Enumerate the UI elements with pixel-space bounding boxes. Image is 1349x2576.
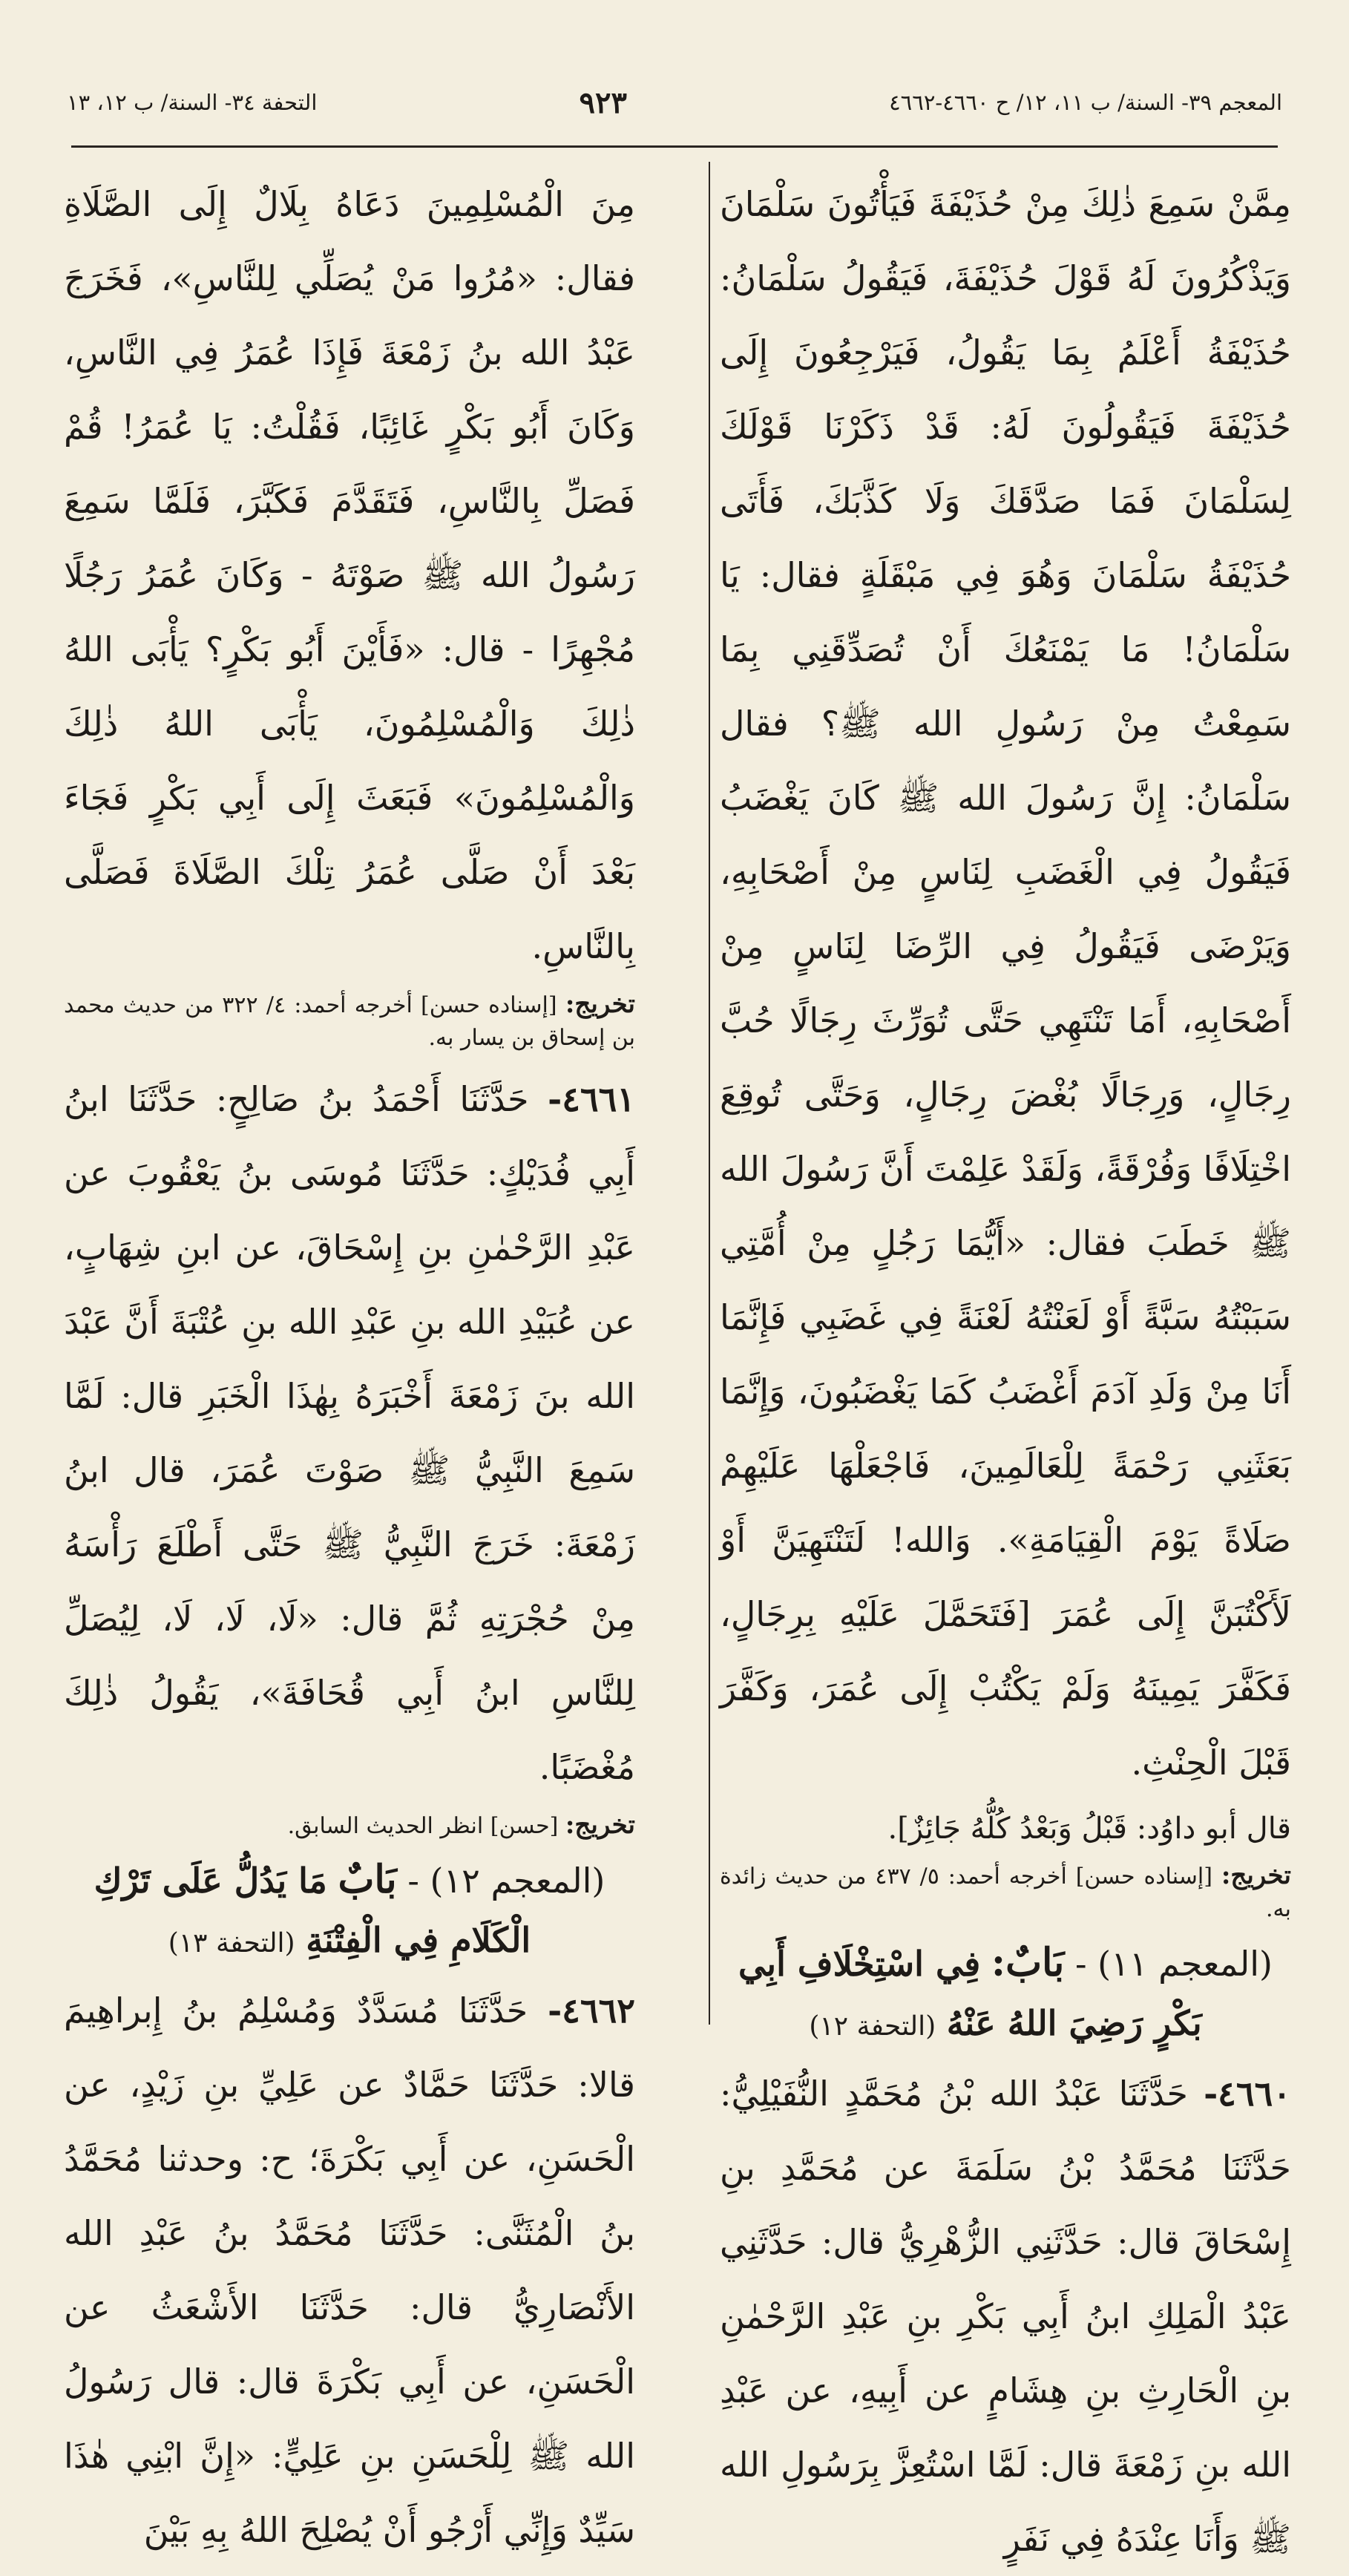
running-header <box>67 80 1282 125</box>
takhrij-label: تخريج: <box>1221 1861 1291 1890</box>
hadith-number: ٤٦٦٢- <box>548 1990 635 2031</box>
takhrij-note <box>64 1809 635 1843</box>
hadith-number: ٤٦٦١- <box>548 1079 636 1119</box>
header-rule <box>71 145 1278 148</box>
chapter-tuhfa: (التحفة ١٢) <box>809 2011 936 2042</box>
column-divider <box>709 162 710 2025</box>
hadith-text: حَدَّثَنَا عَبْدُ الله بْنُ مُحَمَّدٍ النُّفَيْلِيُّ: حَدَّثَنَا مُحَمَّدُ بْنُ سَلَمَةَ عن مُحَمَّدِ بنِ إِسْحَاقَ قال: حَدَّثَنِي الزُّهْرِيُّ قال: حَدَّثَنِي عَبْدُ الْمَلِكِ ابنُ أَبِي بَكْرِ بنِ عَبْدِ الرَّحْمٰنِ بنِ الْحَارِثِ بنِ هِشَامٍ عن أَبِيهِ، عن عَبْدِ الله بنِ زَمْعَةَ قال: لَمَّا اسْتُعِزَّ بِرَسُولِ الله ﷺ وَأَنَا عِنْدَهُ فِي نَفَرٍ <box>720 2074 1291 2559</box>
takhrij-label: تخريج: <box>565 1810 635 1840</box>
takhrij-note <box>720 1859 1291 1926</box>
hadith-text: حَدَّثَنَا أَحْمَدُ بنُ صَالِحٍ: حَدَّثَنَا ابنُ أَبِي فُدَيْكٍ: حَدَّثَنَا مُوسَى بنُ يَعْقُوبَ عن عَبْدِ الرَّحْمٰنِ بنِ إِسْحَاقَ، عن ابنِ شِهَابٍ، عن عُبَيْدِ الله بنِ عَبْدِ الله بنِ عُتْبَةَ أَنَّ عَبْدَ الله بنَ زَمْعَةَ أَخْبَرَهُ بِهٰذَا الْخَبَرِ قال: لَمَّا سَمِعَ النَّبِيُّ ﷺ صَوْتَ عُمَرَ، قال ابنُ زَمْعَةَ: خَرَجَ النَّبِيُّ ﷺ حَتَّى أَطْلَعَ رَأْسَهُ مِنْ حُجْرَتِهِ ثُمَّ قال: «لَا، لَا، لَا، لِيُصَلِّ لِلنَّاسِ ابنُ أَبِي قُحَافَةَ»، يَقُولُ ذٰلِكَ مُغْضَبًا. <box>64 1079 635 1787</box>
header-left-ref: التحفة ٣٤- السنة/ ب ١٢، ١٣ <box>67 90 318 115</box>
chapter-heading-12 <box>64 1850 635 1973</box>
takhrij-text: [إسناده حسن] أخرجه أحمد: ٤/ ٣٢٢ من حديث محمد بن إسحاق بن يسار به. <box>64 992 635 1051</box>
takhrij-text: [إسناده حسن] أخرجه أحمد: ٥/ ٤٣٧ من حديث زائدة به. <box>720 1864 1291 1922</box>
hadith-number: ٤٦٦٠- <box>1204 2074 1291 2114</box>
takhrij-note <box>64 988 635 1055</box>
left-column <box>64 167 636 2550</box>
chapter-index: (المعجم ١١) - <box>1075 1944 1273 1984</box>
header-right-ref: المعجم ٣٩- السنة/ ب ١١، ١٢/ ح ٤٦٦٠-٤٦٦٢ <box>889 90 1282 115</box>
chapter-heading-11 <box>720 1933 1291 2056</box>
takhrij-label: تخريج: <box>565 989 635 1019</box>
abu-dawud-note: قال أبو داوُد: قَبْلُ وَبَعْدُ كُلُّهُ جَائِزٌ]. <box>887 1812 1291 1846</box>
hadith-4662 <box>64 1973 635 2567</box>
chapter-tuhfa: (التحفة ١٣) <box>168 1928 295 1959</box>
takhrij-text: [حسن] انظر الحديث السابق. <box>287 1813 559 1839</box>
continued-hadith-text: مِمَّنْ سَمِعَ ذٰلِكَ مِنْ حُذَيْفَةَ فَيَأْتُونَ سَلْمَانَ وَيَذْكُرُونَ لَهُ قَوْلَ حُذَيْفَةَ، فَيَقُولُ سَلْمَانُ: حُذَيْفَةُ أَعْلَمُ بِمَا يَقُولُ، فَيَرْجِعُونَ إِلَى حُذَيْفَةَ فَيَقُولُونَ لَهُ: قَدْ ذَكَرْنَا قَوْلَكَ لِسَلْمَانَ فَمَا صَدَّقَكَ وَلَا كَذَّبَكَ، فَأَتَى حُذَيْفَةُ سَلْمَانَ وَهُوَ فِي مَبْقَلَةٍ فقال: يَا سَلْمَانُ! مَا يَمْنَعُكَ أَنْ تُصَدِّقَنِي بِمَا سَمِعْتُ مِنْ رَسُولِ الله ﷺ؟ فقال سَلْمَانُ: إِنَّ رَسُولَ الله ﷺ كَانَ يَغْضَبُ فَيَقُولُ فِي الْغَضَبِ لِنَاسٍ مِنْ أَصْحَابِهِ، وَيَرْضَى فَيَقُولُ فِي الرِّضَا لِنَاسٍ مِنْ أَصْحَابِهِ، أَمَا تَنْتَهِي حَتَّى تُوَرِّثَ رِجَالًا حُبَّ رِجَالٍ، وَرِجَالًا بُغْضَ رِجَالٍ، وَحَتَّى تُوقِعَ اخْتِلَافًا وَفُرْقَةً، وَلَقَدْ عَلِمْتَ أَنَّ رَسُولَ الله ﷺ خَطَبَ فقال: «أَيُّمَا رَجُلٍ مِنْ أُمَّتِي سَبَبْتُهُ سَبَّةً أَوْ لَعَنْتُهُ لَعْنَةً فِي غَضَبِي فَإِنَّمَا أَنَا مِنْ وَلَدِ آدَمَ أَغْضَبُ كَمَا يَغْضَبُونَ، وَإِنَّمَا بَعَثَنِي رَحْمَةً لِلْعَالَمِينَ، فَاجْعَلْهَا عَلَيْهِمْ صَلَاةً يَوْمَ الْقِيَامَةِ». وَالله! لَتَنْتَهِيَنَّ أَوْ لَأَكْتُبَنَّ إِلَى عُمَرَ [فَتَحَمَّلَ عَلَيْهِ بِرِجَالٍ، فَكَفَّرَ يَمِينَهُ وَلَمْ يَكْتُبْ إِلَى عُمَرَ، وَكَفَّرَ قَبْلَ الْحِنْثِ. <box>720 184 1291 1783</box>
hadith-text: حَدَّثَنَا مُسَدَّدٌ وَمُسْلِمُ بنُ إِبراهِيمَ قالا: حَدَّثَنَا حَمَّادٌ عن عَلِيِّ بنِ زَيْدٍ، عن الْحَسَنِ، عن أَبِي بَكْرَةَ؛ ح: وحدثنا مُحَمَّدُ بنُ الْمُثَنَّى: حَدَّثَنَا مُحَمَّدُ بنُ عَبْدِ الله الأَنْصَارِيُّ قال: حَدَّثَنَا الأَشْعَثُ عن الْحَسَنِ، عن أَبِي بَكْرَةَ قال: قال رَسُولُ الله ﷺ لِلْحَسَنِ بنِ عَلِيٍّ: «إِنَّ ابْنِي هٰذَا سَيِّدٌ وَإِنِّي أَرْجُو أَنْ يُصْلِحَ اللهُ بِهِ بَيْنَ <box>64 1990 635 2550</box>
chapter-title: فِي اسْتِخْلَافِ أَبِي بَكْرٍ رَضِيَ اللهُ عَنْهُ <box>738 1944 1202 2043</box>
chapter-word: بَابٌ: <box>991 1940 1065 1985</box>
hadith-4660 <box>720 2056 1291 2576</box>
page-number: ٩٢٣ <box>579 85 627 120</box>
continued-hadith-text: مِنَ الْمُسْلِمِينَ دَعَاهُ بِلَالٌ إِلَى الصَّلَاةِ فقال: «مُرُوا مَنْ يُصَلِّي لِلنَّاسِ»، فَخَرَجَ عَبْدُ الله بنُ زَمْعَةَ فَإِذَا عُمَرُ فِي النَّاسِ، وَكَانَ أَبُو بَكْرٍ غَائِبًا، فَقُلْتُ: يَا عُمَرُ! قُمْ فَصَلِّ بِالنَّاسِ، فَتَقَدَّمَ فَكَبَّرَ، فَلَمَّا سَمِعَ رَسُولُ الله ﷺ صَوْتَهُ - وَكَانَ عُمَرُ رَجُلًا مُجْهِرًا - قال: «فَأَيْنَ أَبُو بَكْرٍ؟ يَأْبَى اللهُ ذٰلِكَ وَالْمُسْلِمُونَ، يَأْبَى اللهُ ذٰلِكَ وَالْمُسْلِمُونَ» فَبَعَثَ إِلَى أَبِي بَكْرٍ فَجَاءَ بَعْدَ أَنْ صَلَّى عُمَرُ تِلْكَ الصَّلَاةَ فَصَلَّى بِالنَّاسِ. <box>64 184 635 966</box>
chapter-title: مَا يَدُلُّ عَلَى تَرْكِ الْكَلَامِ فِي الْفِتْنَةِ <box>93 1861 531 1960</box>
chapter-word: بَابٌ <box>338 1857 397 1902</box>
hadith-4661 <box>64 1062 635 1804</box>
right-column <box>720 167 1291 2559</box>
chapter-index: (المعجم ١٢) - <box>407 1861 605 1901</box>
